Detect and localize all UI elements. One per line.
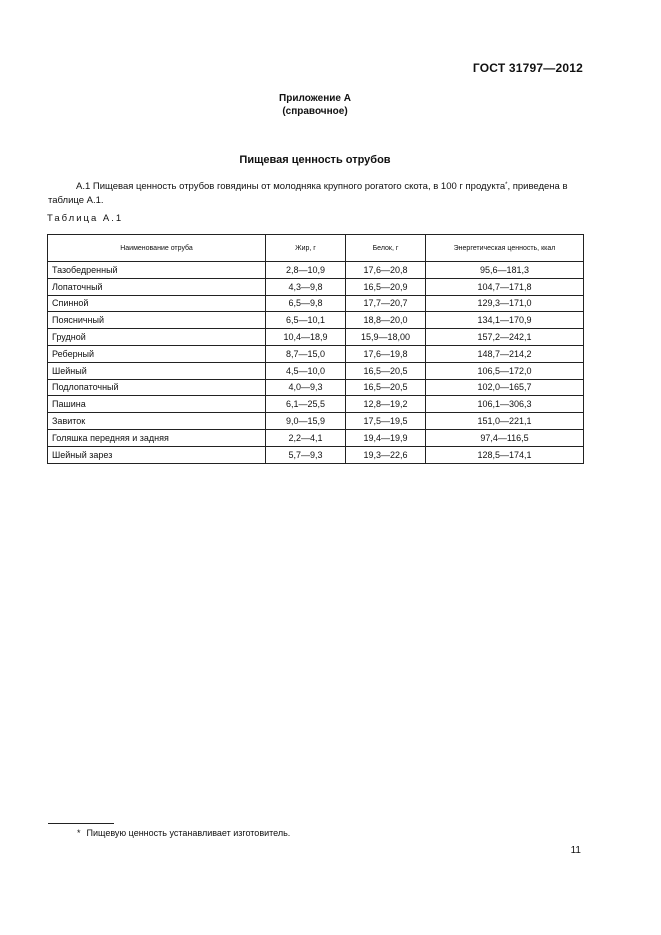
cell-fat: 2,2—4,1 [266,429,346,446]
cell-energy: 97,4—116,5 [426,429,584,446]
cell-protein: 17,6—19,8 [346,345,426,362]
footnote-text: Пищевую ценность устанавливает изготовитель. [86,828,291,838]
cell-cut-name: Спинной [48,295,266,312]
cell-cut-name: Поясничный [48,312,266,329]
cell-protein: 16,5—20,9 [346,278,426,295]
cell-protein: 19,3—22,6 [346,446,426,463]
cell-energy: 151,0—221,1 [426,413,584,430]
cell-cut-name: Завиток [48,413,266,430]
cell-cut-name: Шейный [48,362,266,379]
table-row [48,312,584,329]
table-row [48,429,584,446]
appendix-heading [0,92,630,118]
table-caption: Таблица А.1 [47,213,124,224]
footnote-divider [48,823,114,824]
header-cut-name: Наименование отруба [48,235,266,262]
table-row [48,345,584,362]
cell-energy: 106,5—172,0 [426,362,584,379]
cell-protein: 12,8—19,2 [346,396,426,413]
cell-cut-name: Лопаточный [48,278,266,295]
cell-fat: 6,5—9,8 [266,295,346,312]
footnote-reference: * [505,182,508,188]
table-row [48,362,584,379]
table-row [48,379,584,396]
document-id: ГОСТ 31797—2012 [472,61,583,75]
cell-cut-name: Грудной [48,329,266,346]
cell-cut-name: Подлопаточный [48,379,266,396]
cell-protein: 16,5—20,5 [346,362,426,379]
cell-energy: 102,0—165,7 [426,379,584,396]
table-row [48,396,584,413]
cell-cut-name: Шейный зарез [48,446,266,463]
cell-protein: 15,9—18,00 [346,329,426,346]
cell-energy: 157,2—242,1 [426,329,584,346]
section-title: Пищевая ценность отрубов [239,154,391,166]
footnote [77,828,290,838]
cell-fat: 4,0—9,3 [266,379,346,396]
cell-protein: 19,4—19,9 [346,429,426,446]
cell-fat: 8,7—15,0 [266,345,346,362]
cell-fat: 6,1—25,5 [266,396,346,413]
paragraph-text-tail: , приведена в таблице А.1. [48,181,568,206]
cell-cut-name: Пашина [48,396,266,413]
nutrition-table [47,234,584,464]
table-row [48,278,584,295]
footnote-mark: * [77,828,81,838]
page-number: 11 [570,845,581,856]
cell-fat: 9,0—15,9 [266,413,346,430]
cell-cut-name: Тазобедренный [48,262,266,279]
table-header-row [48,235,584,262]
cell-energy: 129,3—171,0 [426,295,584,312]
header-fat: Жир, г [266,235,346,262]
cell-protein: 18,8—20,0 [346,312,426,329]
cell-protein: 17,5—19,5 [346,413,426,430]
cell-fat: 10,4—18,9 [266,329,346,346]
cell-cut-name: Реберный [48,345,266,362]
cell-energy: 134,1—170,9 [426,312,584,329]
table-row [48,413,584,430]
cell-fat: 4,5—10,0 [266,362,346,379]
cell-energy: 95,6—181,3 [426,262,584,279]
cell-protein: 16,5—20,5 [346,379,426,396]
cell-protein: 17,7—20,7 [346,295,426,312]
table-row [48,329,584,346]
table-row [48,446,584,463]
cell-fat: 2,8—10,9 [266,262,346,279]
table-row [48,295,584,312]
appendix-title: Приложение А [279,93,351,104]
cell-energy: 148,7—214,2 [426,345,584,362]
header-protein: Белок, г [346,235,426,262]
cell-fat: 6,5—10,1 [266,312,346,329]
appendix-subtitle: (справочное) [282,106,348,117]
cell-protein: 17,6—20,8 [346,262,426,279]
cell-fat: 4,3—9,8 [266,278,346,295]
cell-energy: 104,7—171,8 [426,278,584,295]
paragraph-a1 [48,180,582,208]
header-energy: Энергетическая ценность, ккал [426,235,584,262]
cell-energy: 128,5—174,1 [426,446,584,463]
table-row [48,262,584,279]
paragraph-number: А.1 [76,181,91,192]
cell-energy: 106,1—306,3 [426,396,584,413]
paragraph-text: Пищевая ценность отрубов говядины от молодняка крупного рогатого скота, в 100 г продукта [92,181,506,192]
cell-fat: 5,7—9,3 [266,446,346,463]
cell-cut-name: Голяшка передняя и задняя [48,429,266,446]
